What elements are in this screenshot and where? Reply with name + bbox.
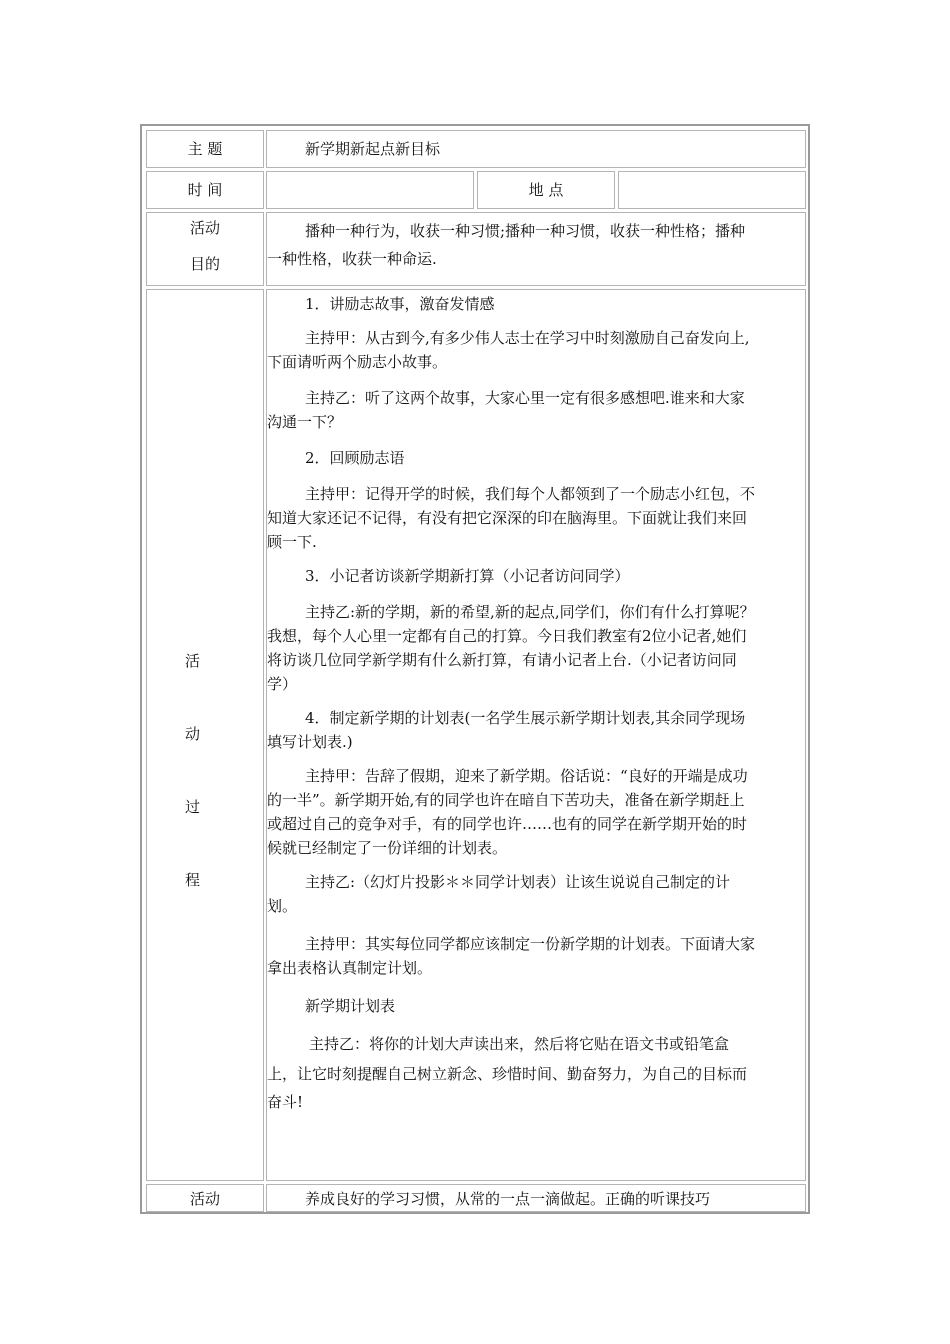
- next-text-cell: [266, 1184, 806, 1212]
- purpose-label-line-1: 活动: [189, 219, 220, 237]
- section-4-title-line-1: 4．制定新学期的计划表(一名学生展示新学期计划表,其余同学现场: [305, 709, 746, 727]
- process-label-char-3: 过: [185, 798, 201, 816]
- purpose-label-line-2: 目的: [189, 255, 220, 273]
- topic-value: 新学期新起点新目标: [305, 140, 441, 158]
- next-label: 活动: [189, 1190, 220, 1208]
- next-label-cell: [146, 1184, 264, 1212]
- s4-para-4-line-1: 主持乙：将你的计划大声读出来，然后将它贴在语文书或铅笔盒: [309, 1035, 730, 1053]
- purpose-label-cell: [146, 212, 264, 286]
- s3-para-1-line-2: 我想，每个人心里一定都有自己的打算。今日我们教室有2位小记者,她们: [267, 627, 747, 645]
- place-label-cell: [477, 171, 615, 209]
- process-label-char-2: 动: [185, 725, 201, 743]
- s1-para-2-line-1: 主持乙：听了这两个故事，大家心里一定有很多感想吧.谁来和大家: [305, 389, 745, 407]
- s4-para-2-line-1: 主持乙:（幻灯片投影＊＊同学计划表）让该生说说自己制定的计: [305, 873, 731, 891]
- topic-label-cell: [146, 130, 264, 168]
- s1-para-1-line-2: 下面请听两个励志小故事。: [267, 353, 448, 371]
- s4-para-3-line-2: 拿出表格认真制定计划。: [267, 959, 433, 977]
- s3-para-1-line-1: 主持乙:新的学期，新的希望,新的起点,同学们，你们有什么打算呢？: [305, 603, 755, 621]
- s4-para-1-line-3: 或超过自己的竞争对手，有的同学也许……也有的同学在新学期开始的时: [267, 815, 748, 833]
- s3-para-1-line-4: 学）: [267, 675, 298, 693]
- s4-para-3-line-1: 主持甲：其实每位同学都应该制定一份新学期的计划表。下面请大家: [305, 935, 756, 953]
- place-label: 地 点: [528, 181, 564, 199]
- s2-para-1-line-2: 知道大家还记不记得，有没有把它深深的印在脑海里。下面就让我们来回: [267, 509, 748, 527]
- purpose-text-cell: [266, 212, 806, 286]
- activity-plan-table: [140, 124, 810, 1214]
- section-1-title: 1．讲励志故事，激奋发情感: [305, 295, 495, 313]
- purpose-text-line-2: 一种性格，收获一种命运.: [267, 250, 437, 268]
- section-3-title: 3．小记者访谈新学期新打算（小记者访问同学）: [305, 567, 630, 585]
- process-label-char-4: 程: [185, 871, 201, 889]
- section-2-title: 2．回顾励志语: [305, 449, 405, 467]
- s2-para-1-line-1: 主持甲：记得开学的时候，我们每个人都领到了一个励志小红包，不: [305, 485, 756, 503]
- s2-para-1-line-3: 顾一下.: [267, 533, 317, 551]
- process-text-cell: [266, 289, 806, 1181]
- s3-para-1-line-3: 将访谈几位同学新学期有什么新打算，有请小记者上台.（小记者访问同: [267, 651, 737, 669]
- process-label-cell: [146, 289, 264, 1181]
- s4-para-4-line-2: 上，让它时刻提醒自己树立新念、珍惜时间、勤奋努力，为自己的目标而: [267, 1065, 748, 1083]
- s4-para-4-line-3: 奋斗!: [267, 1093, 304, 1111]
- section-4-title-line-2: 填写计划表.): [267, 733, 353, 751]
- s4-para-2-line-2: 划。: [267, 897, 298, 915]
- topic-value-cell: [266, 130, 806, 168]
- time-label: 时 间: [187, 181, 223, 199]
- place-value-cell: [618, 171, 806, 209]
- time-label-cell: [146, 171, 264, 209]
- topic-label: 主 题: [187, 140, 223, 158]
- process-label-char-1: 活: [185, 652, 201, 670]
- next-text: 养成良好的学习习惯，从常的一点一滴做起。正确的听课技巧: [305, 1190, 711, 1208]
- plan-table-title: 新学期计划表: [305, 997, 396, 1015]
- s4-para-1-line-1: 主持甲：告辞了假期，迎来了新学期。俗话说：“良好的开端是成功: [305, 767, 748, 785]
- s1-para-2-line-2: 沟通一下？: [267, 413, 343, 431]
- time-value-cell: [266, 171, 474, 209]
- purpose-text-line-1: 播种一种行为，收获一种习惯;播种一种习惯，收获一种性格；播种: [305, 222, 746, 240]
- s1-para-1-line-1: 主持甲：从古到今,有多少伟人志士在学习中时刻激励自己奋发向上,: [305, 329, 750, 347]
- s4-para-1-line-2: 的一半”。新学期开始,有的同学也许在暗自下苦功夫，准备在新学期赶上: [267, 791, 745, 809]
- s4-para-1-line-4: 候就已经制定了一份详细的计划表。: [267, 839, 508, 857]
